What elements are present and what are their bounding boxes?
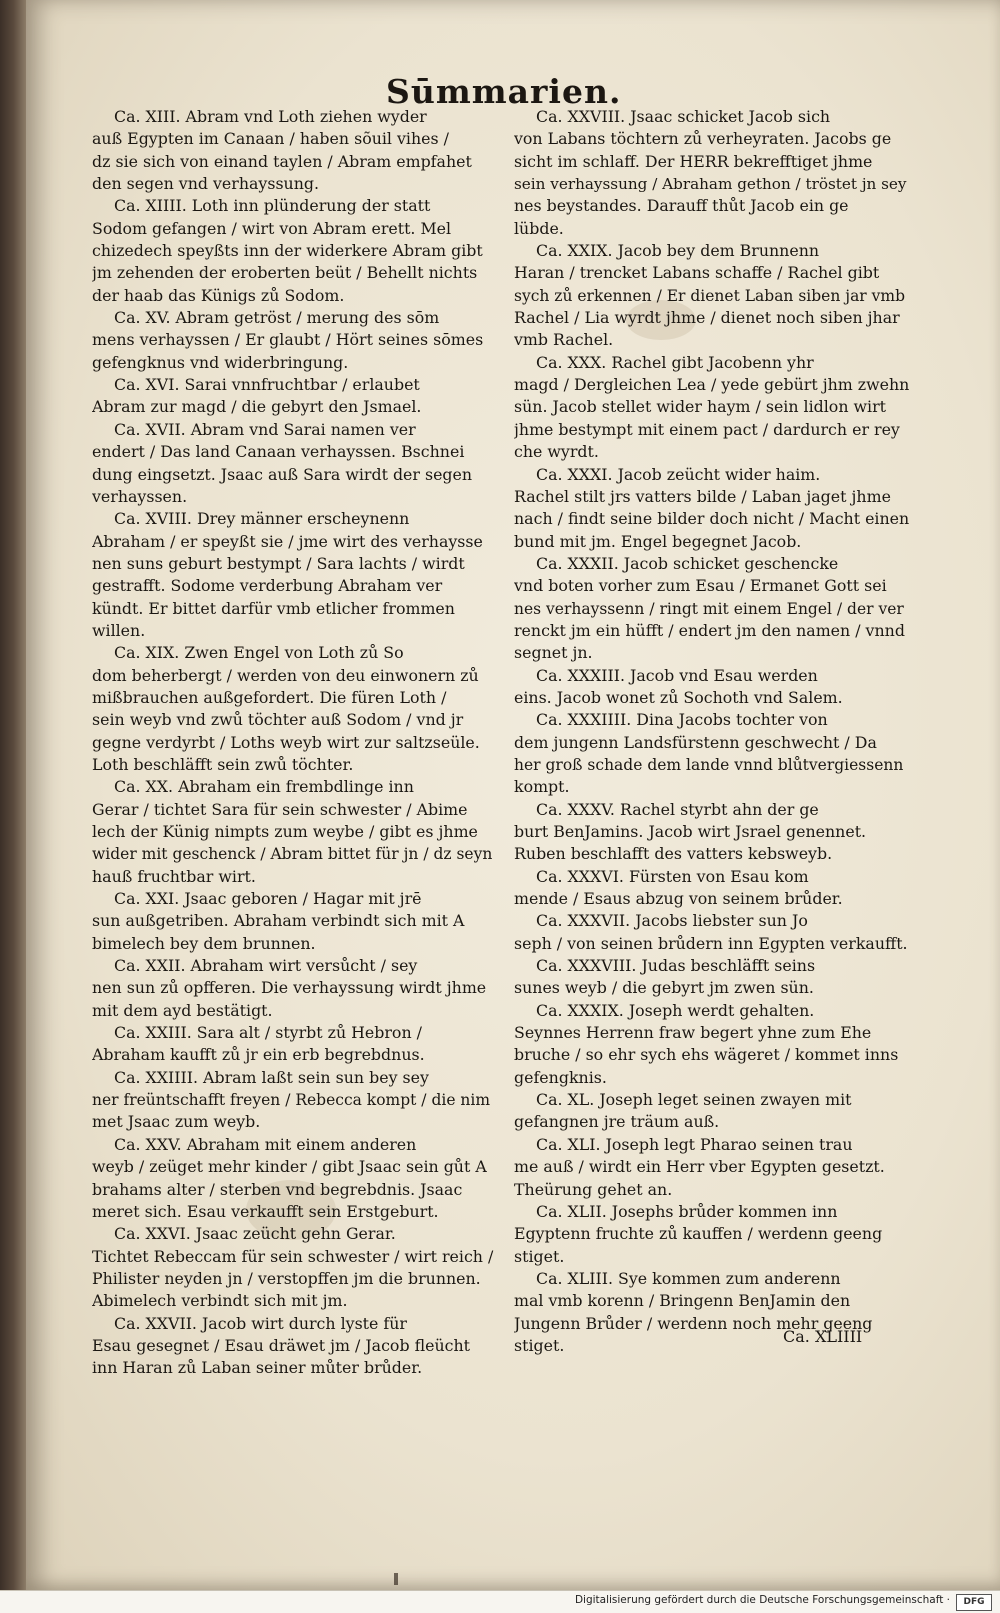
text-line: sych zů erkennen / Er dienet Laban siben jar vmb — [514, 286, 906, 305]
chapter-entry — [514, 553, 910, 665]
text-line: der haab das Künigs zů Sodom. — [92, 285, 345, 305]
text-line: met Jsaac zum weyb. — [92, 1112, 261, 1132]
text-line: renckt jm ein hüfft / endert jm den namen / vnnd — [514, 620, 905, 640]
chapter-entry — [92, 1223, 494, 1312]
text-line: Ca. XXVIII. Jsaac schicket Jacob sich — [536, 107, 831, 126]
chapter-entry — [514, 955, 910, 1000]
text-line: Gerar / tichtet Sara für sein schwester / Abime — [92, 799, 468, 819]
text-line: ner freüntschafft freyen / Rebecca kompt / die nim — [92, 1091, 491, 1110]
text-line: Ca. XIII. Abram vnd Loth ziehen wyder — [114, 107, 427, 126]
text-line: Ca. XXXIII. Jacob vnd Esau werden — [536, 665, 818, 685]
chapter-entry — [92, 106, 494, 195]
text-line: gestrafft. Sodome verderbung Abraham ver — [92, 576, 443, 596]
text-line: Ca. XXXII. Jacob schicket geschencke — [536, 553, 839, 573]
text-line: kompt. — [514, 777, 570, 797]
text-line: Abimelech verbindt sich mit jm. — [92, 1291, 348, 1311]
text-line: sein weyb vnd zwů töchter auß Sodom / vnd jr — [92, 710, 464, 730]
text-line: meret sich. Esau verkaufft sein Erstgeburt. — [92, 1201, 439, 1221]
chapter-entry — [92, 888, 494, 955]
text-line: me auß / wirdt ein Herr vber Egypten gesetzt. — [514, 1157, 885, 1177]
text-line: Loth beschläfft sein zwů töchter. — [92, 754, 354, 774]
text-line: Ca. XXXVIII. Judas beschläfft seins — [536, 956, 816, 976]
text-line: mit dem ayd bestätigt. — [92, 1000, 273, 1020]
footer-bar — [0, 1590, 1000, 1613]
text-line: dom beherbergt / werden von deu einwonern zů — [92, 665, 479, 685]
text-line: her groß schade dem lande vnnd blůtvergiessenn — [514, 755, 904, 774]
text-line: Ca. XLIII. Sye kommen zum anderenn — [536, 1268, 841, 1288]
text-line: wider mit geschenck / Abram bittet für jn / dz seyn — [92, 845, 493, 864]
text-line: sein verhayssung / Abraham gethon / tröstet jn sey — [514, 175, 907, 194]
chapter-entry — [92, 955, 494, 1022]
text-line: Ca. XVI. Sarai vnnfruchtbar / erlaubet — [114, 375, 420, 395]
chapter-entry — [514, 1134, 910, 1201]
text-line: nach / findt seine bilder doch nicht / Macht einen — [514, 509, 910, 529]
text-line: gefengknis. — [514, 1067, 607, 1087]
text-line: Ca. XVIII. Drey männer erscheynenn — [114, 509, 410, 529]
text-line: gefangnen jre träum auß. — [514, 1112, 720, 1132]
text-line: Ca. XXVI. Jsaac zeücht gehn Gerar. — [114, 1224, 396, 1244]
footer-credit: Digitalisierung gefördert durch die Deutsche Forschungsgemeinschaft · — [574, 1594, 950, 1606]
chapter-entry — [514, 106, 910, 240]
chapter-entry — [514, 1089, 910, 1134]
text-line: mal vmb korenn / Bringenn BenJamin den — [514, 1291, 851, 1311]
text-line: weyb / zeüget mehr kinder / gibt Jsaac sein gůt A — [92, 1157, 487, 1177]
page-mark — [394, 1573, 398, 1585]
chapter-entry — [514, 665, 910, 710]
chapter-entry — [92, 1022, 494, 1067]
left-column — [92, 106, 494, 1380]
text-line: nes beystandes. Darauff thůt Jacob ein ge — [514, 196, 849, 216]
chapter-entry — [92, 307, 494, 374]
text-line: Sodom gefangen / wirt von Abram erett. Mel — [92, 218, 452, 238]
text-line: den segen vnd verhayssung. — [92, 174, 320, 194]
chapter-entry — [514, 799, 910, 866]
text-line: gefengknus vnd widerbringung. — [92, 352, 349, 372]
text-line: Rachel / Lia wyrdt jhme / dienet noch siben jhar — [514, 308, 900, 328]
text-line: willen. — [92, 620, 146, 640]
chapter-entry — [92, 374, 494, 419]
chapter-entry — [92, 1134, 494, 1223]
text-line: Theürung gehet an. — [514, 1179, 673, 1199]
text-line: jm zehenden der eroberten beüt / Behellt nichts — [92, 263, 478, 283]
text-line: brahams alter / sterben vnd begrebdnis. Jsaac — [92, 1179, 463, 1199]
text-line: Ca. XL. Joseph leget seinen zwayen mit — [536, 1090, 852, 1110]
text-line: Ca. XLII. Josephs brůder kommen inn — [536, 1201, 838, 1221]
text-line: Ca. XXIX. Jacob bey dem Brunnenn — [536, 241, 820, 261]
text-line: Egyptenn fruchte zů kauffen / werdenn geeng — [514, 1224, 883, 1244]
text-line: Ca. XXI. Jsaac geboren / Hagar mit jrē — [114, 889, 422, 909]
chapter-entry — [92, 1067, 494, 1134]
text-line: sun außgetriben. Abraham verbindt sich mit A — [92, 911, 465, 931]
catchword: Ca. XLIIII — [783, 1327, 863, 1346]
text-line: Ca. XLI. Joseph legt Pharao seinen trau — [536, 1134, 853, 1154]
text-line: vnd boten vorher zum Esau / Ermanet Gott sei — [514, 576, 887, 596]
chapter-entry — [92, 195, 494, 307]
text-line: stiget. — [514, 1335, 565, 1355]
text-line: Ca. XXX. Rachel gibt Jacobenn yhr — [536, 352, 814, 372]
text-line: Abraham kaufft zů jr ein erb begrebdnus. — [92, 1045, 425, 1065]
text-line: Ca. XVII. Abram vnd Sarai namen ver — [114, 419, 416, 439]
text-line: jhme bestympt mit einem pact / dardurch er rey — [514, 419, 900, 439]
text-line: eins. Jacob wonet zů Sochoth vnd Salem. — [514, 687, 843, 707]
chapter-entry — [92, 419, 494, 508]
text-line: vmb Rachel. — [514, 330, 614, 350]
text-line: burt BenJamins. Jacob wirt Jsrael genennet. — [514, 822, 867, 841]
text-line: Ca. XXXIIII. Dina Jacobs tochter von — [536, 710, 828, 730]
chapter-entry — [514, 866, 910, 911]
text-line: che wyrdt. — [514, 442, 599, 462]
text-line: gegne verdyrbt / Loths weyb wirt zur saltzseüle. — [92, 732, 480, 752]
chapter-entry — [92, 776, 494, 888]
text-line: kündt. Er bittet darfür vmb etlicher frommen — [92, 598, 455, 618]
text-line: Ca. XXXV. Rachel styrbt ahn der ge — [536, 799, 819, 819]
text-line: bund mit jm. Engel begegnet Jacob. — [514, 531, 802, 551]
text-line: Ca. XXVII. Jacob wirt durch lyste für — [114, 1313, 407, 1333]
dfg-logo: DFG — [956, 1594, 992, 1611]
chapter-entry — [92, 642, 494, 776]
text-line: Seynnes Herrenn fraw begert yhne zum Ehe — [514, 1023, 872, 1043]
text-line: Jungenn Brůder / werdenn noch mehr geeng — [514, 1313, 873, 1333]
text-line: Ca. XIX. Zwen Engel von Loth zů So — [114, 643, 404, 663]
text-line: Haran / trencket Labans schaffe / Rachel gibt — [514, 263, 880, 283]
text-line: von Labans töchtern zů verheyraten. Jacobs ge — [514, 129, 892, 149]
text-line: sunes weyb / die gebyrt jm zwen sün. — [514, 978, 814, 998]
text-line: mende / Esaus abzug von seinem brůder. — [514, 889, 843, 909]
text-line: bimelech bey dem brunnen. — [92, 933, 316, 953]
text-line: magd / Dergleichen Lea / yede gebürt jhm zwehn — [514, 375, 910, 395]
chapter-entry — [514, 352, 910, 464]
text-line: Tichtet Rebeccam für sein schwester / wirt reich / — [92, 1246, 494, 1266]
right-column — [514, 106, 910, 1357]
text-line: stiget. — [514, 1246, 565, 1266]
text-line: Ca. XXIIII. Abram laßt sein sun bey sey — [114, 1067, 429, 1087]
text-line: Esau gesegnet / Esau dräwet jm / Jacob fleücht — [92, 1335, 470, 1355]
text-line: seph / von seinen brůdern inn Egypten verkaufft. — [514, 933, 908, 953]
text-line: Ca. XX. Abraham ein frembdlinge inn — [114, 777, 414, 797]
text-line: Philister neyden jn / verstopffen jm die brunnen. — [92, 1268, 481, 1288]
text-line: Ca. XXXI. Jacob zeücht wider haim. — [536, 464, 821, 484]
text-line: Ca. XXXIX. Joseph werdt gehalten. — [536, 1000, 815, 1020]
chapter-entry — [514, 910, 910, 955]
text-line: auß Egypten im Canaan / haben sõuil vihes / — [92, 129, 449, 149]
text-line: nen suns geburt bestympt / Sara lachts / wirdt — [92, 553, 465, 573]
text-line: mißbrauchen außgefordert. Die füren Loth / — [92, 687, 447, 707]
text-line: sicht im schlaff. Der HERR bekrefftiget jhme — [514, 151, 873, 171]
text-line: Ca. XXIII. Sara alt / styrbt zů Hebron / — [114, 1023, 422, 1043]
chapter-entry — [514, 709, 910, 798]
text-line: Rachel stilt jrs vatters bilde / Laban jaget jhme — [514, 486, 891, 506]
text-line: dem jungenn Landsfürstenn geschwecht / Da — [514, 732, 877, 752]
text-line: Ca. XIIII. Loth inn plünderung der statt — [114, 196, 431, 216]
text-line: Ca. XXV. Abraham mit einem anderen — [114, 1134, 417, 1154]
text-line: bruche / so ehr sych ehs wägeret / kommet inns — [514, 1045, 899, 1065]
text-line: nes verhayssenn / ringt mit einem Engel / der ver — [514, 599, 904, 618]
text-line: dz sie sich von einand taylen / Abram empfahet — [92, 151, 472, 171]
text-line: Ruben beschlafft des vatters kebsweyb. — [514, 844, 833, 864]
text-line: inn Haran zů Laban seiner můter brůder. — [92, 1358, 423, 1378]
text-line: lech der Künig nimpts zum weybe / gibt es jhme — [92, 822, 478, 841]
text-line: Ca. XXXVII. Jacobs liebster sun Jo — [536, 911, 808, 931]
text-line: lübde. — [514, 218, 564, 238]
chapter-entry — [92, 1313, 494, 1380]
text-line: mens verhayssen / Er glaubt / Hört seines sōmes — [92, 330, 484, 350]
text-line: chizedech speyßts inn der widerkere Abram gibt — [92, 241, 483, 261]
text-line: segnet jn. — [514, 643, 593, 663]
text-line: verhayssen. — [92, 486, 188, 506]
text-line: Ca. XXII. Abraham wirt versůcht / sey — [114, 956, 418, 976]
text-line: hauß fruchtbar wirt. — [92, 866, 256, 886]
text-line: Ca. XXXVI. Fürsten von Esau kom — [536, 866, 809, 886]
text-line: Ca. XV. Abram getröst / merung des sōm — [114, 308, 440, 328]
text-line: endert / Das land Canaan verhayssen. Bschnei — [92, 442, 465, 462]
text-line: nen sun zů opfferen. Die verhayssung wirdt jhme — [92, 978, 487, 998]
chapter-entry — [92, 508, 494, 642]
text-line: Abram zur magd / die gebyrt den Jsmael. — [92, 397, 422, 417]
page-heading: Sūmmarien. — [386, 72, 622, 111]
chapter-entry — [514, 240, 910, 352]
text-line: Abraham / er speyßt sie / jme wirt des verhaysse — [92, 531, 483, 551]
chapter-entry — [514, 464, 910, 553]
text-line: dung eingsetzt. Jsaac auß Sara wirdt der segen — [92, 464, 473, 484]
chapter-entry — [514, 1000, 910, 1089]
chapter-entry — [514, 1201, 910, 1268]
text-line: sün. Jacob stellet wider haym / sein lidlon wirt — [514, 397, 886, 417]
